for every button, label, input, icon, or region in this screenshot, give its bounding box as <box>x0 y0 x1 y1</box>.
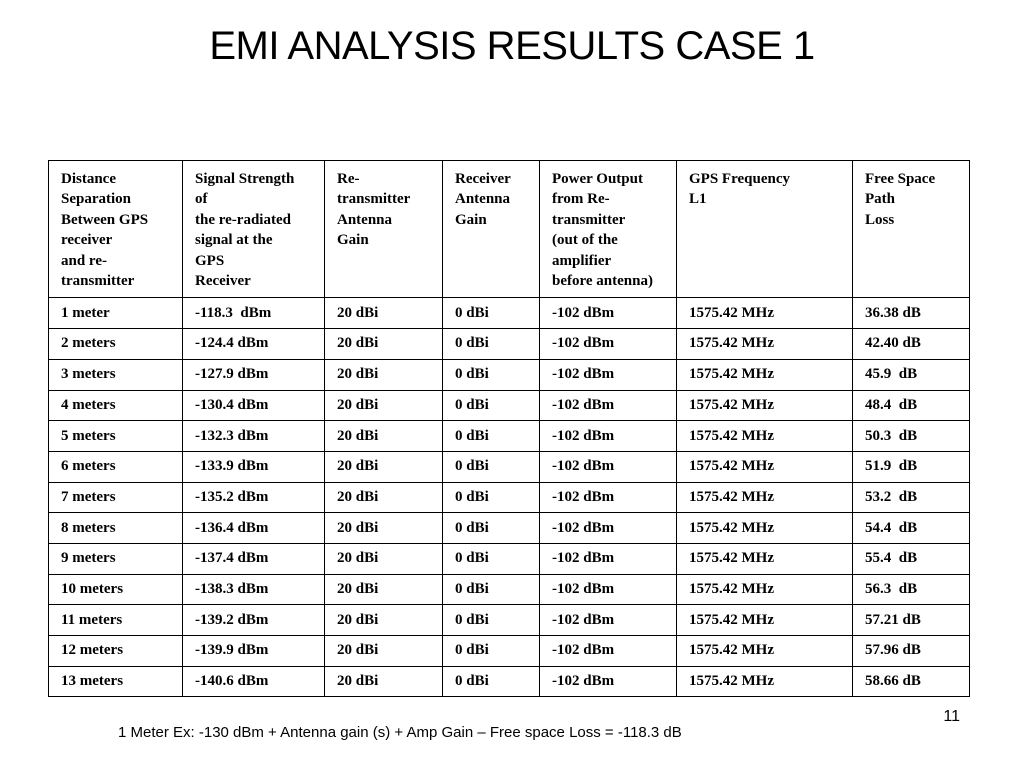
cell-gps-frequency: 1575.42 MHz <box>677 636 853 667</box>
cell-receiver-gain: 0 dBi <box>443 574 540 605</box>
cell-power-output: -102 dBm <box>540 390 677 421</box>
cell-power-output: -102 dBm <box>540 421 677 452</box>
cell-path-loss: 57.96 dB <box>853 636 970 667</box>
table-row <box>49 666 970 697</box>
cell-distance: 4 meters <box>49 390 183 421</box>
cell-gps-frequency: 1575.42 MHz <box>677 513 853 544</box>
header-signal-strength: Signal Strength of the re-radiated signal at the GPS Receiver <box>183 161 325 298</box>
cell-retransmitter-gain: 20 dBi <box>325 574 443 605</box>
cell-receiver-gain: 0 dBi <box>443 329 540 360</box>
cell-distance: 12 meters <box>49 636 183 667</box>
cell-power-output: -102 dBm <box>540 666 677 697</box>
cell-path-loss: 42.40 dB <box>853 329 970 360</box>
cell-signal-strength: -127.9 dBm <box>183 359 325 390</box>
cell-distance: 3 meters <box>49 359 183 390</box>
cell-receiver-gain: 0 dBi <box>443 390 540 421</box>
cell-signal-strength: -137.4 dBm <box>183 543 325 574</box>
cell-gps-frequency: 1575.42 MHz <box>677 390 853 421</box>
cell-receiver-gain: 0 dBi <box>443 451 540 482</box>
cell-gps-frequency: 1575.42 MHz <box>677 574 853 605</box>
cell-receiver-gain: 0 dBi <box>443 421 540 452</box>
table-row <box>49 513 970 544</box>
cell-receiver-gain: 0 dBi <box>443 666 540 697</box>
cell-distance: 6 meters <box>49 451 183 482</box>
emi-results-table <box>48 160 970 697</box>
table-row <box>49 329 970 360</box>
cell-signal-strength: -124.4 dBm <box>183 329 325 360</box>
header-free-space-path-loss: Free Space Path Loss <box>853 161 970 298</box>
slide-title: EMI ANALYSIS RESULTS CASE 1 <box>209 24 815 68</box>
cell-signal-strength: -140.6 dBm <box>183 666 325 697</box>
cell-receiver-gain: 0 dBi <box>443 636 540 667</box>
footnote-example-calculation: 1 Meter Ex: -130 dBm + Antenna gain (s) + Amp Gain – Free space Loss = -118.3 dB <box>118 724 682 741</box>
table-row <box>49 298 970 329</box>
cell-distance: 11 meters <box>49 605 183 636</box>
cell-distance: 13 meters <box>49 666 183 697</box>
cell-power-output: -102 dBm <box>540 574 677 605</box>
cell-distance: 9 meters <box>49 543 183 574</box>
cell-retransmitter-gain: 20 dBi <box>325 359 443 390</box>
cell-signal-strength: -136.4 dBm <box>183 513 325 544</box>
cell-signal-strength: -133.9 dBm <box>183 451 325 482</box>
cell-gps-frequency: 1575.42 MHz <box>677 329 853 360</box>
table-row <box>49 543 970 574</box>
cell-signal-strength: -138.3 dBm <box>183 574 325 605</box>
cell-retransmitter-gain: 20 dBi <box>325 666 443 697</box>
cell-signal-strength: -135.2 dBm <box>183 482 325 513</box>
header-power-output: Power Output from Re- transmitter (out of the amplifier before antenna) <box>540 161 677 298</box>
table-row <box>49 359 970 390</box>
cell-power-output: -102 dBm <box>540 605 677 636</box>
cell-retransmitter-gain: 20 dBi <box>325 329 443 360</box>
cell-retransmitter-gain: 20 dBi <box>325 298 443 329</box>
table-row <box>49 451 970 482</box>
cell-gps-frequency: 1575.42 MHz <box>677 359 853 390</box>
cell-power-output: -102 dBm <box>540 298 677 329</box>
cell-signal-strength: -139.9 dBm <box>183 636 325 667</box>
cell-receiver-gain: 0 dBi <box>443 359 540 390</box>
cell-power-output: -102 dBm <box>540 513 677 544</box>
cell-gps-frequency: 1575.42 MHz <box>677 482 853 513</box>
cell-receiver-gain: 0 dBi <box>443 543 540 574</box>
cell-distance: 1 meter <box>49 298 183 329</box>
cell-receiver-gain: 0 dBi <box>443 482 540 513</box>
cell-receiver-gain: 0 dBi <box>443 605 540 636</box>
cell-path-loss: 57.21 dB <box>853 605 970 636</box>
cell-distance: 5 meters <box>49 421 183 452</box>
table-row <box>49 421 970 452</box>
cell-receiver-gain: 0 dBi <box>443 513 540 544</box>
cell-power-output: -102 dBm <box>540 543 677 574</box>
cell-retransmitter-gain: 20 dBi <box>325 482 443 513</box>
cell-path-loss: 48.4 dB <box>853 390 970 421</box>
table-row <box>49 390 970 421</box>
header-receiver-antenna-gain: Receiver Antenna Gain <box>443 161 540 298</box>
table-row <box>49 605 970 636</box>
cell-retransmitter-gain: 20 dBi <box>325 390 443 421</box>
cell-distance: 10 meters <box>49 574 183 605</box>
table-row <box>49 482 970 513</box>
table-row <box>49 636 970 667</box>
header-gps-frequency: GPS Frequency L1 <box>677 161 853 298</box>
cell-power-output: -102 dBm <box>540 451 677 482</box>
cell-distance: 8 meters <box>49 513 183 544</box>
cell-gps-frequency: 1575.42 MHz <box>677 605 853 636</box>
results-table-container <box>48 160 970 697</box>
cell-retransmitter-gain: 20 dBi <box>325 451 443 482</box>
cell-power-output: -102 dBm <box>540 359 677 390</box>
cell-retransmitter-gain: 20 dBi <box>325 513 443 544</box>
cell-signal-strength: -118.3 dBm <box>183 298 325 329</box>
cell-path-loss: 36.38 dB <box>853 298 970 329</box>
cell-signal-strength: -139.2 dBm <box>183 605 325 636</box>
table-header-row <box>49 161 970 298</box>
cell-signal-strength: -132.3 dBm <box>183 421 325 452</box>
cell-distance: 2 meters <box>49 329 183 360</box>
cell-power-output: -102 dBm <box>540 636 677 667</box>
cell-gps-frequency: 1575.42 MHz <box>677 543 853 574</box>
header-retransmitter-antenna-gain: Re- transmitter Antenna Gain <box>325 161 443 298</box>
cell-path-loss: 54.4 dB <box>853 513 970 544</box>
cell-path-loss: 55.4 dB <box>853 543 970 574</box>
cell-distance: 7 meters <box>49 482 183 513</box>
cell-path-loss: 50.3 dB <box>853 421 970 452</box>
cell-path-loss: 58.66 dB <box>853 666 970 697</box>
cell-path-loss: 53.2 dB <box>853 482 970 513</box>
cell-power-output: -102 dBm <box>540 329 677 360</box>
cell-gps-frequency: 1575.42 MHz <box>677 298 853 329</box>
cell-signal-strength: -130.4 dBm <box>183 390 325 421</box>
page-number: 11 <box>943 708 960 725</box>
cell-gps-frequency: 1575.42 MHz <box>677 666 853 697</box>
cell-retransmitter-gain: 20 dBi <box>325 605 443 636</box>
cell-path-loss: 45.9 dB <box>853 359 970 390</box>
cell-gps-frequency: 1575.42 MHz <box>677 451 853 482</box>
cell-power-output: -102 dBm <box>540 482 677 513</box>
cell-path-loss: 56.3 dB <box>853 574 970 605</box>
cell-gps-frequency: 1575.42 MHz <box>677 421 853 452</box>
cell-retransmitter-gain: 20 dBi <box>325 421 443 452</box>
cell-retransmitter-gain: 20 dBi <box>325 543 443 574</box>
header-distance-separation: Distance Separation Between GPS receiver and re- transmitter <box>49 161 183 298</box>
cell-receiver-gain: 0 dBi <box>443 298 540 329</box>
cell-path-loss: 51.9 dB <box>853 451 970 482</box>
cell-retransmitter-gain: 20 dBi <box>325 636 443 667</box>
table-row <box>49 574 970 605</box>
